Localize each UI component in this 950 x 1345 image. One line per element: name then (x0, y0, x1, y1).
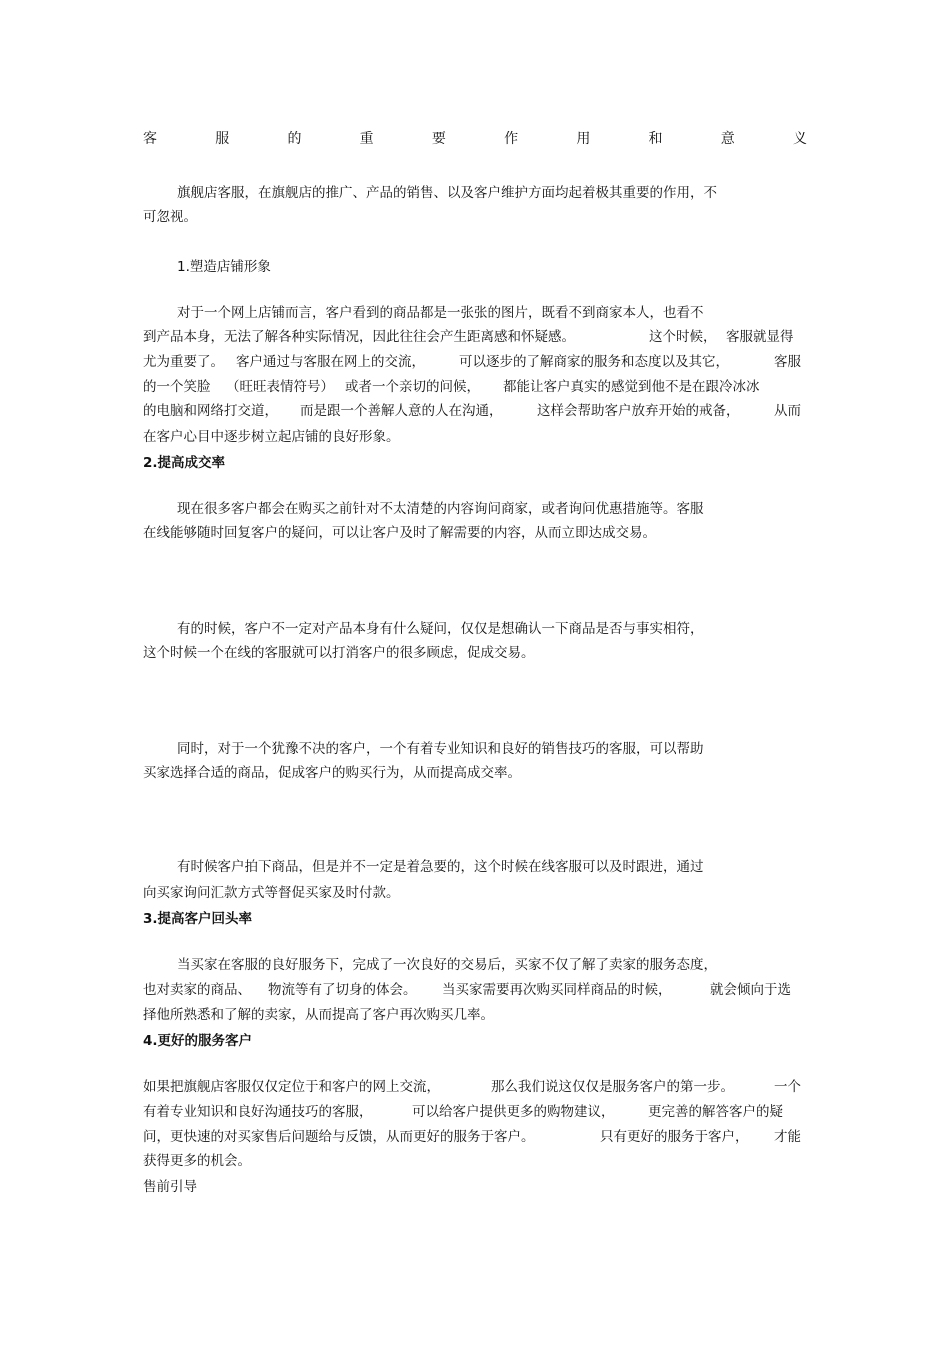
paragraph-line: 都能让客户真实的感觉到他不是在跟冷冰冰 (503, 379, 760, 395)
paragraph-line: 客服 (774, 354, 801, 370)
paragraph-line: 当买家需要再次购买同样商品的时候， (442, 982, 672, 998)
paragraph-line: 问，更快速的对买家售后问题给与反馈，从而更好的服务于客户。 (143, 1129, 535, 1145)
paragraph-line: 物流等有了切身的体会。 (268, 982, 417, 998)
paragraph-line: 同时，对于一个犹豫不决的客户，一个有着专业知识和良好的销售技巧的客服，可以帮助 (177, 741, 704, 757)
paragraph-line: 或者一个亲切的问候， (345, 379, 480, 395)
paragraph-line: 可以逐步的了解商家的服务和态度以及其它， (459, 354, 729, 370)
title-char: 和 (648, 131, 663, 147)
footer-label: 售前引导 (143, 1179, 197, 1195)
section-heading: 2.提高成交率 (143, 455, 226, 471)
paragraph-line: 也对卖家的商品、 (143, 982, 251, 998)
paragraph-line: 尤为重要了。 (143, 354, 224, 370)
paragraph-line: 而是跟一个善解人意的人在沟通， (300, 403, 503, 419)
paragraph-line: 如果把旗舰店客服仅仅定位于和客户的网上交流， (143, 1079, 440, 1095)
paragraph-line: 才能 (774, 1129, 801, 1145)
paragraph-line: 从而 (774, 403, 801, 419)
document-title (143, 128, 807, 148)
intro-line: 可忽视。 (143, 209, 197, 225)
paragraph-line: 的一个笑脸 (143, 379, 211, 395)
title-char: 重 (359, 131, 374, 147)
paragraph-line: 对于一个网上店铺而言，客户看到的商品都是一张张的图片，既看不到商家本人，也看不 (177, 305, 704, 321)
paragraph-line: 客服就显得 (726, 329, 794, 345)
paragraph-line: （旺旺表情符号） (226, 379, 334, 395)
title-char: 要 (431, 131, 446, 147)
title-char: 服 (215, 131, 230, 147)
paragraph-line: 获得更多的机会。 (143, 1153, 251, 1169)
title-char: 的 (287, 131, 302, 147)
title-char: 作 (504, 131, 519, 147)
section-heading: 4.更好的服务客户 (143, 1033, 253, 1049)
section-heading: 3.提高客户回头率 (143, 911, 253, 927)
paragraph-line: 这样会帮助客户放弃开始的戒备， (537, 403, 740, 419)
paragraph-line: 的电脑和网络打交道， (143, 403, 278, 419)
paragraph-line: 可以给客户提供更多的购物建议， (412, 1104, 615, 1120)
paragraph-line: 买家选择合适的商品，促成客户的购买行为，从而提高成交率。 (143, 765, 521, 781)
section-heading: 1.塑造店铺形象 (177, 259, 271, 275)
paragraph-line: 只有更好的服务于客户， (600, 1129, 749, 1145)
paragraph-line: 有着专业知识和良好沟通技巧的客服， (143, 1104, 373, 1120)
paragraph-line: 当买家在客服的良好服务下，完成了一次良好的交易后，买家不仅了解了卖家的服务态度， (177, 957, 717, 973)
title-char: 用 (576, 131, 591, 147)
intro-line: 旗舰店客服，在旗舰店的推广、产品的销售、以及客户维护方面均起着极其重要的作用，不 (177, 185, 717, 201)
title-char: 意 (720, 131, 735, 147)
paragraph-line: 更完善的解答客户的疑 (648, 1104, 783, 1120)
title-char: 客 (143, 131, 157, 147)
paragraph-line: 这个时候， (649, 329, 717, 345)
paragraph-line: 在线能够随时回复客户的疑问，可以让客户及时了解需要的内容，从而立即达成交易。 (143, 525, 656, 541)
paragraph-line: 有时候客户拍下商品，但是并不一定是着急要的，这个时候在线客服可以及时跟进，通过 (177, 859, 704, 875)
paragraph-line: 择他所熟悉和了解的卖家，从而提高了客户再次购买几率。 (143, 1007, 494, 1023)
paragraph-line: 到产品本身，无法了解各种实际情况，因此往往会产生距离感和怀疑感。 (143, 329, 575, 345)
paragraph-line: 这个时候一个在线的客服就可以打消客户的很多顾虑，促成交易。 (143, 645, 535, 661)
paragraph-line: 一个 (774, 1079, 801, 1095)
paragraph-line: 向买家询问汇款方式等督促买家及时付款。 (143, 885, 400, 901)
paragraph-line: 在客户心目中逐步树立起店铺的良好形象。 (143, 429, 400, 445)
paragraph-line: 现在很多客户都会在购买之前针对不太清楚的内容询问商家，或者询问优惠措施等。客服 (177, 501, 704, 517)
paragraph-line: 有的时候，客户不一定对产品本身有什么疑问，仅仅是想确认一下商品是否与事实相符， (177, 621, 704, 637)
paragraph-line: 客户通过与客服在网上的交流， (236, 354, 425, 370)
paragraph-line: 就会倾向于选 (710, 982, 791, 998)
paragraph-line: 那么我们说这仅仅是服务客户的第一步。 (491, 1079, 734, 1095)
title-char: 义 (792, 131, 807, 147)
